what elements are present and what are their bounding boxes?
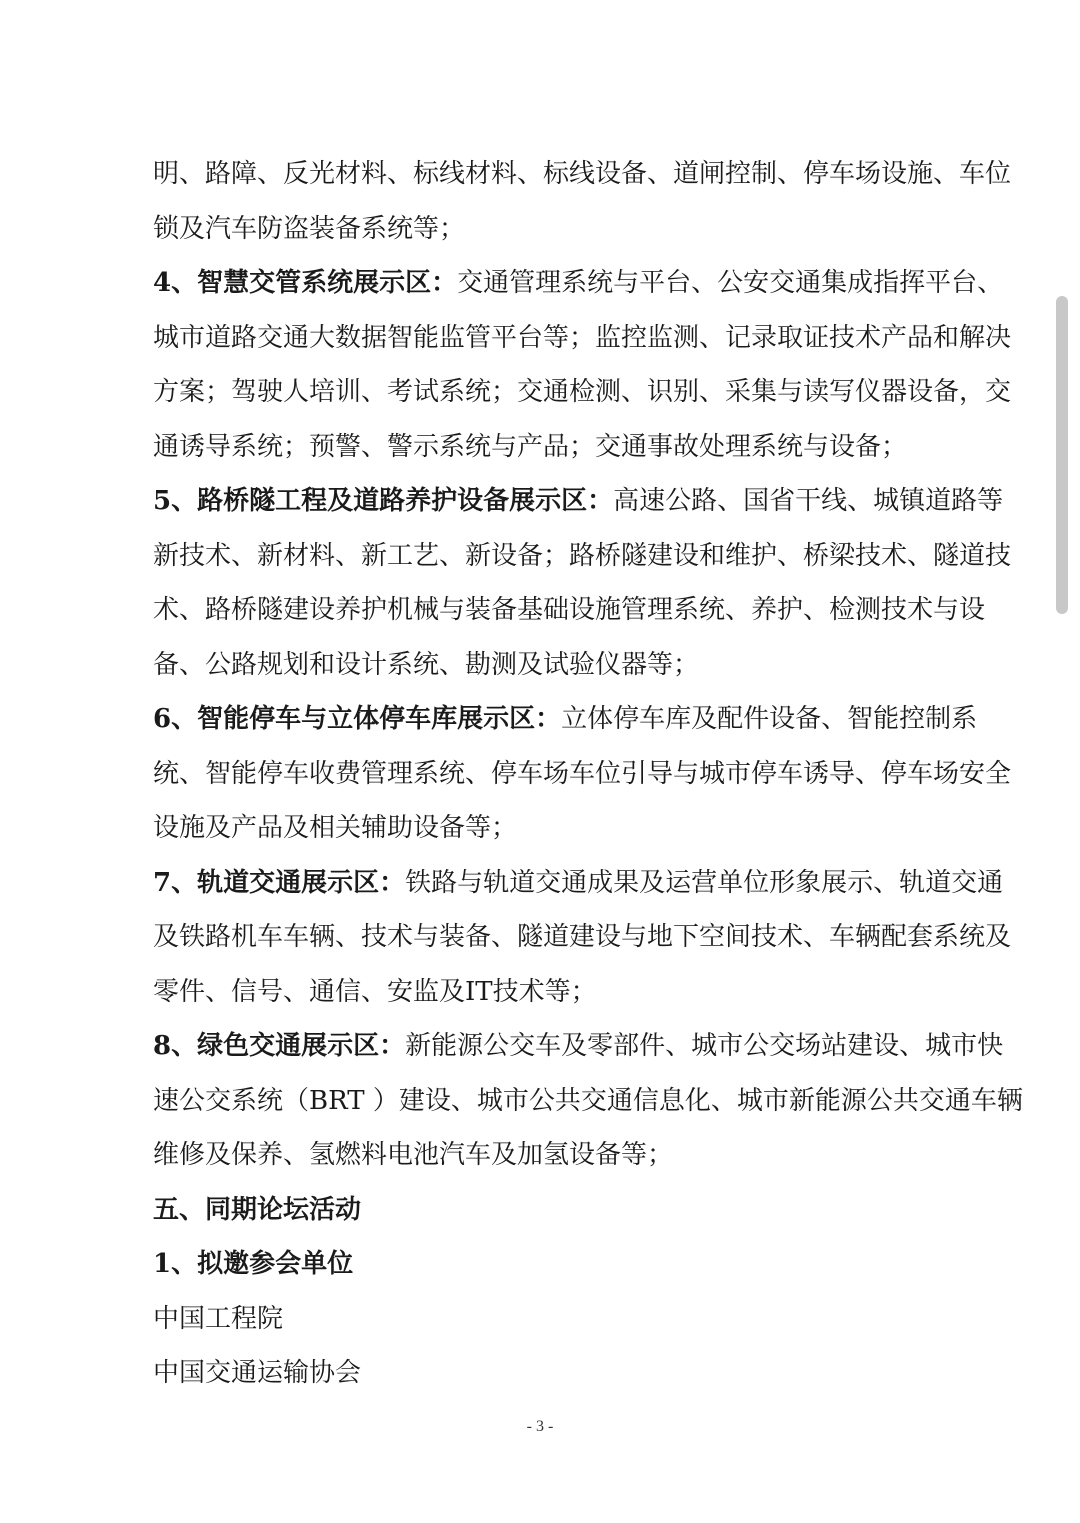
item-7-heading: 7、轨道交通展示区： [153,867,406,898]
item-8-line [153,1019,1004,1074]
item-8-heading: 8、绿色交通展示区： [153,1031,406,1061]
item-7-text: 铁路与轨道交通成果及运营单位形象展示、轨道交通 [405,867,1004,898]
section-subtitle: 1、拟邀参会单位 [153,1249,354,1279]
paragraph-line: 明、路障、反光材料、标线材料、标线设备、道闸控制、停车场设施、车位 [153,159,1012,189]
item-6-text: 立体停车库及配件设备、智能控制系 [561,704,978,734]
item-7-line: 及铁路机车车辆、技术与装备、隧道建设与地下空间技术、车辆配套系统及 [153,922,1012,952]
item-4-text: 交通管理系统与平台、公安交通集成指挥平台、 [457,268,1004,298]
item-4-heading: 4、智慧交管系统展示区： [153,268,458,298]
item-5-text: 高速公路、国省干线、城镇道路等 [613,486,1004,516]
item-5-heading: 5、路桥隧工程及道路养护设备展示区： [153,486,614,516]
document-body [153,147,1023,1401]
page-number: - 3 - [526,1418,554,1435]
paragraph-line: 锁及汽车防盗装备系统等； [153,213,466,244]
item-5-line: 术、路桥隧建设养护机械与装备基础设施管理系统、养护、检测技术与设 [153,595,986,625]
item-6-line [153,692,978,747]
item-4-line: 通诱导系统；预警、警示系统与产品；交通事故处理系统与设备； [153,431,908,462]
item-7-line: 零件、信号、通信、安监及IT技术等； [153,976,597,1007]
item-7-line [153,856,1004,911]
item-4-line: 城市道路交通大数据智能监管平台等；监控监测、记录取证技术产品和解决 [153,322,1012,353]
item-5-line [153,474,1004,529]
item-4-line [153,256,1004,311]
item-8-line: 速公交系统（BRT ）建设、城市公共交通信息化、城市新能源公共交通车辆 [153,1085,1023,1116]
item-6-line: 设施及产品及相关辅助设备等； [153,813,518,843]
item-8-line: 维修及保养、氢燃料电池汽车及加氢设备等； [153,1140,674,1170]
section-title: 五、同期论坛活动 [153,1194,362,1225]
item-5-line: 备、公路规划和设计系统、勘测及试验仪器等； [153,649,700,680]
item-5-line: 新技术、新材料、新工艺、新设备；路桥隧建设和维护、桥梁技术、隧道技 [153,540,1012,571]
item-4-line: 方案；驾驶人培训、考试系统；交通检测、识别、采集与读写仪器设备，交 [153,377,1012,407]
item-6-line: 统、智能停车收费管理系统、停车场车位引导与城市停车诱导、停车场安全 [153,758,1012,789]
org-item: 中国工程院 [153,1303,284,1334]
item-6-heading: 6、智能停车与立体停车库展示区： [153,704,562,734]
scrollbar-thumb[interactable] [1056,296,1068,614]
org-item: 中国交通运输协会 [153,1358,362,1388]
item-8-text: 新能源公交车及零部件、城市公交场站建设、城市快 [405,1031,1004,1061]
